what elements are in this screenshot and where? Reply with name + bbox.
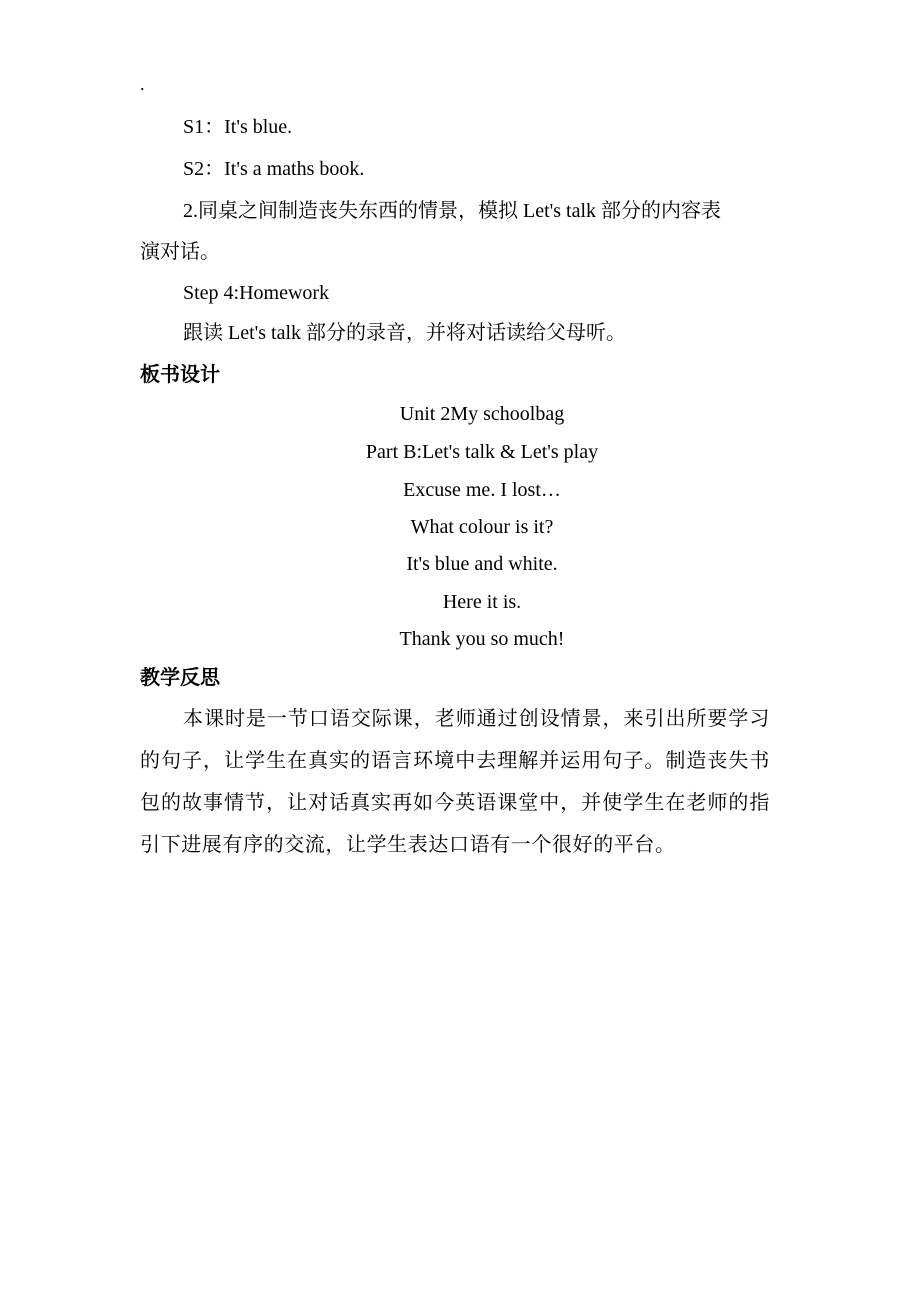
board-line-part: Part B:Let's talk & Let's play [365,441,599,463]
reflection-heading: 教学反思 [140,665,220,689]
homework-step: Step 4:Homework [183,282,330,304]
board-line-excuse: Excuse me. I lost… [403,479,561,501]
board-design-heading: 板书设计 [140,362,220,386]
dialogue-s2: S2：It's a maths book. [183,158,365,180]
reflection-paragraph: 本课时是一节口语交际课，老师通过创设情景，来引出所要学习的句子，让学生在真实的语言环境中去理解并运用句子。制造丧失书包的故事情节，让对话真实再如今英语课堂中，并使学生在老师的指引下进展有序的交流，让学生表达口语有一个很好的平台。 [140,708,770,856]
dialogue-s1: S1：It's blue. [183,116,293,138]
activity-line-1: 2.同桌之间制造丧失东西的情景，模拟 Let's talk 部分的内容表 [183,200,722,222]
board-line-colour: What colour is it? [410,516,554,538]
activity-line-2: 演对话。 [140,241,220,263]
board-line-blue-white: It's blue and white. [406,553,558,575]
page-dot: . [140,74,145,94]
homework-task: 跟读 Let's talk 部分的录音，并将对话读给父母听。 [183,322,627,344]
board-line-unit: Unit 2My schoolbag [399,403,565,425]
board-line-here: Here it is. [442,591,522,613]
board-line-thanks: Thank you so much! [399,628,565,650]
